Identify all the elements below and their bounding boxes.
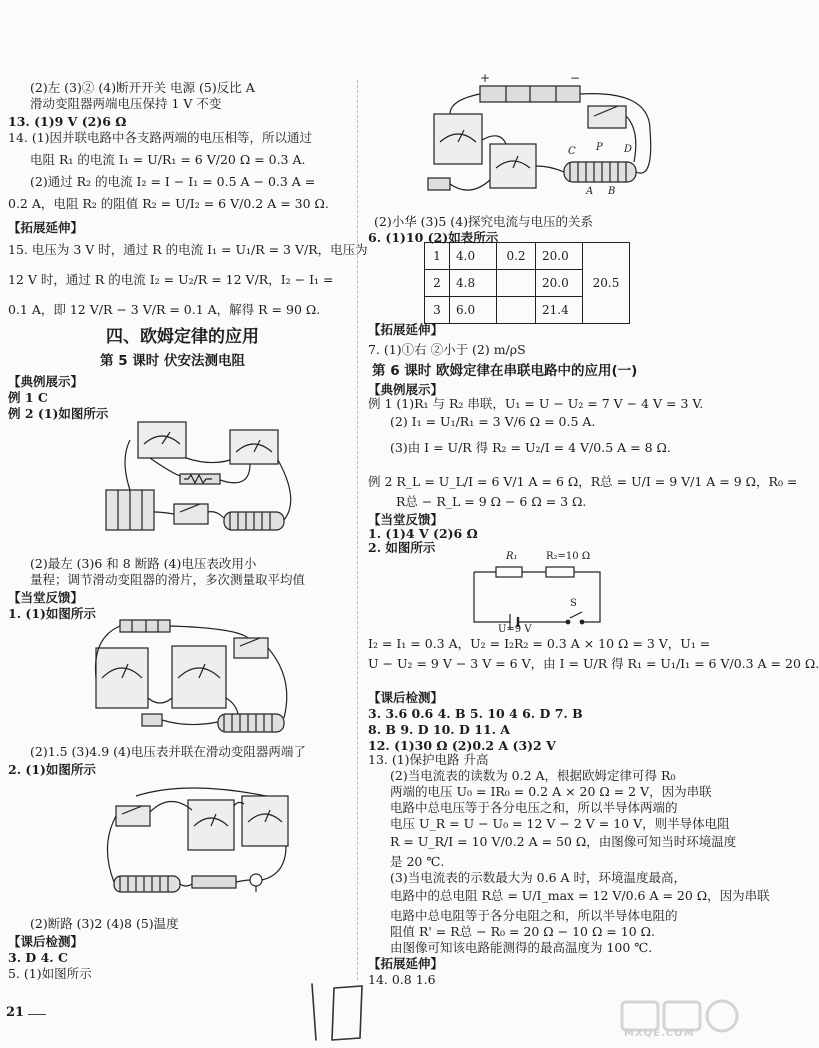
lesson-title: 第 5 课时 伏安法测电阻 xyxy=(100,353,245,369)
answer-7: 7. (1)①右 ②小于 (2) m/ρS xyxy=(368,342,526,357)
feedback-1: 1. (1)4 V (2)6 Ω xyxy=(368,526,478,541)
answer-line: 两端的电压 U₀ = IR₀ = 0.2 A × 20 Ω = 2 V，因为串联 xyxy=(390,784,712,799)
example-1: 例 1 (1)R₁ 与 R₂ 串联，U₁ = U − U₂ = 7 V − 4 V = 3 V. xyxy=(368,396,704,411)
answer-line: (2)左 (3)② (4)断开开关 电源 (5)反比 A xyxy=(30,80,255,95)
section-tag-feedback: 【当堂反馈】 xyxy=(8,590,84,605)
handwritten-mark xyxy=(302,978,370,1044)
svg-text:D: D xyxy=(624,144,633,155)
answer-line: (2)断路 (3)2 (4)8 (5)温度 xyxy=(30,916,179,931)
homework-8-11: 8. B 9. D 10. D 11. A xyxy=(368,722,510,737)
section-tag-extension: 【拓展延伸】 xyxy=(368,322,444,337)
svg-text:B: B xyxy=(608,186,616,197)
section-tag-extension: 【拓展延伸】 xyxy=(368,956,444,971)
answer-line: I₂ = I₁ = 0.3 A，U₂ = I₂R₂ = 0.3 A × 10 Ω = 3 V，U₁ = xyxy=(368,636,711,651)
section-tag-extension: 【拓展延伸】 xyxy=(8,220,84,235)
example-2: 例 2 R_L = U_L/I = 6 V/1 A = 6 Ω，R总 = U/I = 9 V/1 A = 9 Ω，R₀ = xyxy=(368,474,798,489)
answer-line: 滑动变阻器两端电压保持 1 V 不变 xyxy=(30,96,222,111)
answer-line: R = U_R/I = 10 V/0.2 A = 50 Ω，由图像可知当时环境温度 xyxy=(390,834,737,849)
answer-line: R总 − R_L = 9 Ω − 6 Ω = 3 Ω. xyxy=(396,494,587,509)
section-tag-homework: 【课后检测】 xyxy=(368,690,444,705)
circuit-figure-feedback2 xyxy=(96,776,296,896)
table-cell xyxy=(497,270,536,297)
table-cell: 4.8 xyxy=(450,270,497,297)
table-cell: 21.4 xyxy=(536,297,583,324)
table-cell: 20.5 xyxy=(583,243,630,324)
data-table xyxy=(424,242,630,324)
section-tag-examples: 【典例展示】 xyxy=(8,374,84,389)
svg-text:P: P xyxy=(596,142,603,153)
svg-text:+: + xyxy=(480,71,491,85)
section-tag-homework: 【课后检测】 xyxy=(8,934,84,949)
answer-line: 0.2 A，电阻 R₂ 的阻值 R₂ = U/I₂ = 6 V/0.2 A = 30 Ω. xyxy=(8,196,329,211)
table-cell: 2 xyxy=(425,270,450,297)
answer-line: (2) I₁ = U₁/R₁ = 3 V/6 Ω = 0.5 A. xyxy=(390,414,596,429)
lesson-title: 第 6 课时 欧姆定律在串联电路中的应用(一) xyxy=(372,363,638,379)
label-voltage: U=9 V xyxy=(498,624,532,635)
feedback-2: 2. 如图所示 xyxy=(368,540,436,555)
answer-line: 电压 U_R = U − U₀ = 12 V − 2 V = 10 V，则半导体电阻 xyxy=(390,816,730,831)
answer-line: (2)通过 R₂ 的电流 I₂ = I − I₁ = 0.5 A − 0.3 A = xyxy=(30,174,316,189)
svg-text:−: − xyxy=(570,71,581,85)
answer-15: 15. 电压为 3 V 时，通过 R 的电流 I₁ = U₁/R = 3 V/R，电压为 xyxy=(8,242,368,257)
answer-line: (2)小华 (3)5 (4)探究电流与电压的关系 xyxy=(374,214,594,229)
circuit-figure-q5 xyxy=(410,70,660,210)
table-cell: 6.0 xyxy=(450,297,497,324)
homework-3-7: 3. 3.6 0.6 4. B 5. 10 4 6. D 7. B xyxy=(368,706,583,721)
circuit-figure-example2 xyxy=(100,420,310,550)
section-title: 四、欧姆定律的应用 xyxy=(106,327,259,347)
circuit-figure-feedback1 xyxy=(88,618,300,738)
svg-text:C: C xyxy=(568,146,576,157)
answer-14: 14. 0.8 1.6 xyxy=(368,972,436,987)
table-cell: 3 xyxy=(425,297,450,324)
column-divider xyxy=(357,80,358,980)
page-number: 21 xyxy=(6,1005,25,1020)
answer-line: U − U₂ = 9 V − 3 V = 6 V，由 I = U/R 得 R₁ = U₁/I₁ = 6 V/0.3 A = 20 Ω. xyxy=(368,656,819,671)
homework-12: 12. (1)30 Ω (2)0.2 A (3)2 V xyxy=(368,738,556,753)
answer-14: 14. (1)因并联电路中各支路两端的电压相等，所以通过 xyxy=(8,130,313,145)
homework-3-4: 3. D 4. C xyxy=(8,950,68,965)
label-switch: S xyxy=(570,598,577,609)
answer-line: 电路中的总电阻 R总 = U/I_max = 12 V/0.6 A = 20 Ω，因为串联 xyxy=(390,888,770,903)
answer-line: 阻值 R' = R总 − R₀ = 20 Ω − 10 Ω = 10 Ω. xyxy=(390,924,655,939)
answer-line: 由图像可知该电路能测得的最高温度为 100 ℃. xyxy=(390,940,653,955)
example-1: 例 1 C xyxy=(8,390,48,405)
answer-line: (2)当电流表的读数为 0.2 A，根据欧姆定律可得 R₀ xyxy=(390,768,676,783)
answer-6: 6. (1)10 (2)如表所示 xyxy=(368,230,499,245)
answer-line: 电路中总电阻等于各分电阻之和，所以半导体电阻的 xyxy=(390,908,678,923)
answer-line: 12 V 时，通过 R 的电流 I₂ = U₂/R = 12 V/R，I₂ − I₁ = xyxy=(8,272,334,287)
table-row xyxy=(425,243,630,270)
answer-line: (3)由 I = U/R 得 R₂ = U₂/I = 4 V/0.5 A = 8 Ω. xyxy=(390,440,671,455)
label-r1: R₁ xyxy=(506,551,518,562)
page-number-rule xyxy=(28,1014,46,1015)
table-cell: 4.0 xyxy=(450,243,497,270)
feedback-1: 1. (1)如图所示 xyxy=(8,606,96,621)
table-cell: 1 xyxy=(425,243,450,270)
answer-line: (2)1.5 (3)4.9 (4)电压表并联在滑动变阻器两端了 xyxy=(30,744,306,759)
feedback-2: 2. (1)如图所示 xyxy=(8,762,96,777)
answer-line: 量程；调节滑动变阻器的滑片，多次测量取平均值 xyxy=(30,572,306,587)
answer-line: 电路中总电压等于各分电压之和，所以半导体两端的 xyxy=(390,800,678,815)
answer-line: 是 20 ℃. xyxy=(390,854,445,869)
section-tag-feedback: 【当堂反馈】 xyxy=(368,512,444,527)
table-cell: 20.0 xyxy=(536,270,583,297)
table-cell xyxy=(497,297,536,324)
answer-line: (2)最左 (3)6 和 8 断路 (4)电压表改用小 xyxy=(30,556,257,571)
example-2: 例 2 (1)如图所示 xyxy=(8,406,109,421)
table-cell: 20.0 xyxy=(536,243,583,270)
homework-13: 13. (1)保护电路 升高 xyxy=(368,752,489,767)
homework-5: 5. (1)如图所示 xyxy=(8,966,92,981)
label-r2: R₂=10 Ω xyxy=(546,551,591,562)
answer-line: 电阻 R₁ 的电流 I₁ = U/R₁ = 6 V/20 Ω = 0.3 A. xyxy=(30,152,306,167)
svg-text:A: A xyxy=(586,186,594,197)
series-circuit-diagram xyxy=(462,550,612,636)
watermark-text: MXQE.COM xyxy=(624,1028,695,1039)
answer-line: 0.1 A，即 12 V/R − 3 V/R = 0.1 A，解得 R = 90 Ω. xyxy=(8,302,321,317)
section-tag-examples: 【典例展示】 xyxy=(368,382,444,397)
table-cell: 0.2 xyxy=(497,243,536,270)
answer-13: 13. (1)9 V (2)6 Ω xyxy=(8,114,127,129)
answer-line: (3)当电流表的示数最大为 0.6 A 时，环境温度最高， xyxy=(390,870,687,885)
